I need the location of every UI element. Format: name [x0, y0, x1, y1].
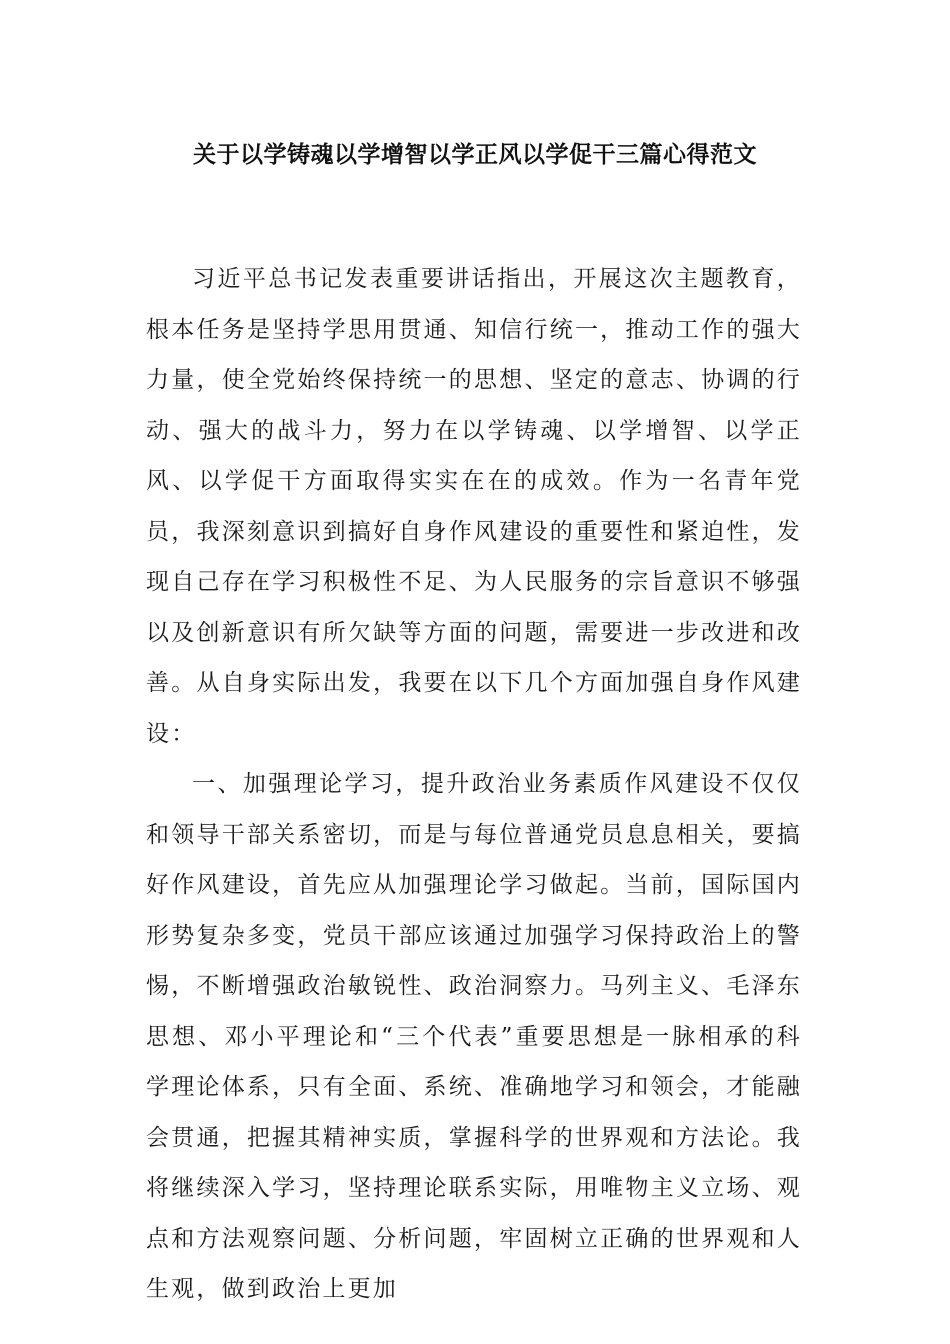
paragraph-intro: 习近平总书记发表重要讲话指出，开展这次主题教育，根本任务是坚持学思用贯通、知信行统一，推动工作的强大力量，使全党始终保持统一的思想、坚定的意志、协调的行动、强大的战斗力，努力在以学铸魂、以学增智、以学正风、以学促干方面取得实实在在的成效。作为一名青年党员，我深刻意识到搞好自身作风建设的重要性和紧迫性，发现自己存在学习积极性不足、为人民服务的宗旨意识不够强以及创新意识有所欠缺等方面的问题，需要进一步改进和改善。从自身实际出发，我要在以下几个方面加强自身作风建设： [146, 266, 802, 747]
document-body [146, 254, 802, 1315]
document-title: 关于以学铸魂以学增智以学正风以学促干三篇心得范文 [193, 142, 757, 168]
paragraph-section-one: 一、加强理论学习，提升政治业务素质作风建设不仅仅和领导干部关系密切，而是与每位普通党员息息相关，要搞好作风建设，首先应从加强理论学习做起。当前，国际国内形势复杂多变，党员干部应该通过加强学习保持政治上的警惕，不断增强政治敏锐性、政治洞察力。马列主义、毛泽东思想、邓小平理论和“三个代表”重要思想是一脉相承的科学理论体系，只有全面、系统、准确地学习和领会，才能融会贯通，把握其精神实质，掌握科学的世界观和方法论。我将继续深入学习，坚持理论联系实际，用唯物主义立场、观点和方法观察问题、分析问题，牢固树立正确的世界观和人生观，做到政治上更加 [146, 771, 802, 1302]
